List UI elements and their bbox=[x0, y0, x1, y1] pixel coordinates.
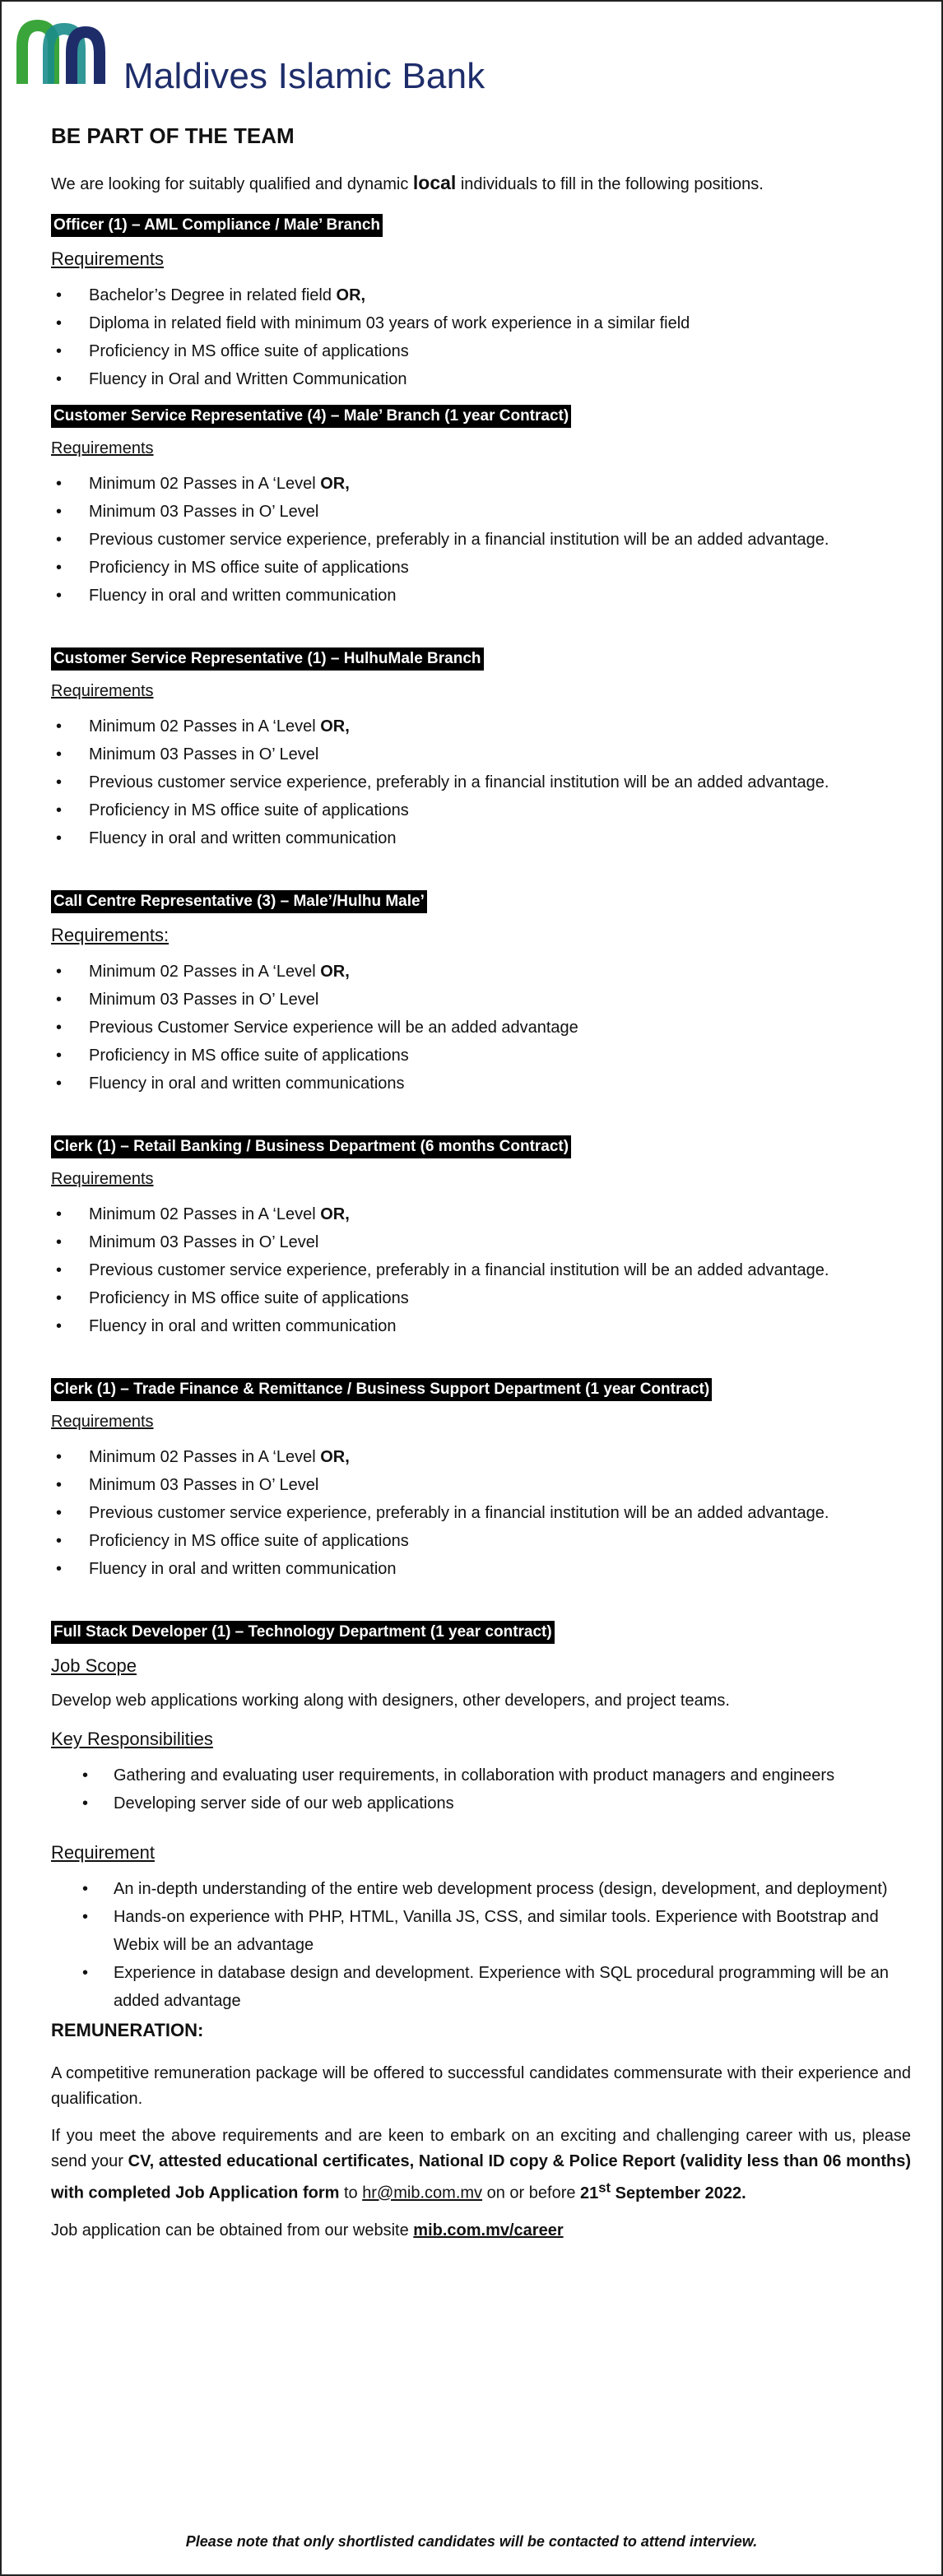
requirements-list bbox=[51, 958, 911, 1098]
requirements-list bbox=[51, 712, 911, 852]
job-title: Officer (1) – AML Compliance / Male’ Branch bbox=[51, 214, 383, 237]
job-title: Customer Service Representative (1) – HulhuMale Branch bbox=[51, 647, 484, 671]
list-item: • Proficiency in MS office suite of applications bbox=[51, 554, 911, 582]
list-item: • Developing server side of our web applications bbox=[51, 1789, 911, 1817]
footer-note: Please note that only shortlisted candidates will be contacted to attend interview. bbox=[185, 2533, 758, 2550]
list-item: • Previous customer service experience, preferably in a financial institution will be an added advantage. bbox=[51, 526, 911, 554]
list-item: • Proficiency in MS office suite of applications bbox=[51, 1527, 911, 1555]
key-responsibilities-heading: Key Responsibilities bbox=[51, 1729, 213, 1749]
requirements-list bbox=[51, 281, 911, 393]
remuneration-heading: REMUNERATION: bbox=[51, 2020, 204, 2040]
list-item: • Minimum 03 Passes in O’ Level bbox=[51, 1228, 911, 1256]
list-item: • Previous customer service experience, preferably in a financial institution will be an added advantage. bbox=[51, 768, 911, 796]
list-item: • Minimum 02 Passes in A ‘Level OR, bbox=[51, 1443, 911, 1471]
application-instructions: If you meet the above requirements and are keen to embark on an exciting and challenging career with us, please send your CV, attested educational certificates, National ID copy & Police Report (validity less than 06 months) with completed Job Application form to hr@mib.com.mv on or before 21st September 2022. bbox=[51, 2127, 911, 2202]
requirements-list bbox=[51, 1443, 911, 1583]
required-documents: CV, attested educational certificates, National ID copy & Police Report (validity less than 06 months) with completed Job Application form bbox=[51, 2152, 911, 2202]
job-title: Customer Service Representative (4) – Male’ Branch (1 year Contract) bbox=[51, 405, 571, 428]
remuneration-text: A competitive remuneration package will be offered to successful candidates commensurate with their experience and qualification. bbox=[51, 2064, 911, 2108]
job-section-csr-male bbox=[51, 405, 911, 610]
list-item: • Gathering and evaluating user requirements, in collaboration with product managers and engineers bbox=[51, 1761, 911, 1789]
job-section-clerk-retail bbox=[51, 1135, 911, 1340]
list-item: • Fluency in Oral and Written Communication bbox=[51, 365, 911, 393]
job-section-call-centre bbox=[51, 890, 911, 1098]
list-item: • Minimum 03 Passes in O’ Level bbox=[51, 1471, 911, 1499]
job-scope-heading: Job Scope bbox=[51, 1655, 137, 1676]
list-item: • Minimum 03 Passes in O’ Level bbox=[51, 498, 911, 526]
list-item: • An in-depth understanding of the entire web development process (design, development, and deployment) bbox=[51, 1875, 911, 1903]
list-item: • Proficiency in MS office suite of applications bbox=[51, 337, 911, 365]
list-item: • Fluency in oral and written communication bbox=[51, 582, 911, 610]
requirement-heading: Requirement bbox=[51, 1842, 155, 1863]
list-item: • Minimum 02 Passes in A ‘Level OR, bbox=[51, 712, 911, 740]
job-title: Clerk (1) – Trade Finance & Remittance / Business Support Department (1 year Contract) bbox=[51, 1378, 712, 1401]
intro-emphasis: local bbox=[412, 172, 457, 193]
requirements-list bbox=[51, 1875, 911, 2015]
job-title: Clerk (1) – Retail Banking / Business Department (6 months Contract) bbox=[51, 1135, 571, 1158]
list-item: • Minimum 02 Passes in A ‘Level OR, bbox=[51, 470, 911, 498]
responsibilities-list bbox=[51, 1761, 911, 1817]
requirements-heading: Requirements bbox=[51, 1413, 154, 1431]
list-item: • Previous customer service experience, preferably in a financial institution will be an added advantage. bbox=[51, 1499, 911, 1527]
website-text: Job application can be obtained from our website mib.com.mv/career bbox=[51, 2221, 564, 2239]
main-content bbox=[51, 123, 911, 2244]
list-item: • Fluency in oral and written communication bbox=[51, 1555, 911, 1583]
bank-logo-mark-icon bbox=[13, 13, 112, 87]
list-item: • Proficiency in MS office suite of applications bbox=[51, 1284, 911, 1312]
list-item: • Fluency in oral and written communications bbox=[51, 1070, 911, 1098]
page-heading: BE PART OF THE TEAM bbox=[51, 123, 295, 148]
intro-text: We are looking for suitably qualified and dynamic local individuals to fill in the following positions. bbox=[51, 172, 764, 193]
deadline-date: 21st September 2022. bbox=[580, 2179, 746, 2202]
requirements-heading: Requirements bbox=[51, 248, 164, 269]
list-item: • Bachelor’s Degree in related field OR, bbox=[51, 281, 911, 309]
hr-email-link[interactable]: hr@mib.com.mv bbox=[362, 2184, 483, 2202]
list-item: • Fluency in oral and written communication bbox=[51, 1312, 911, 1340]
job-section-aml-officer bbox=[51, 214, 911, 393]
list-item: • Minimum 02 Passes in A ‘Level OR, bbox=[51, 958, 911, 986]
list-item: • Minimum 02 Passes in A ‘Level OR, bbox=[51, 1200, 911, 1228]
job-section-csr-hulhumale bbox=[51, 647, 911, 852]
job-scope-text: Develop web applications working along with designers, other developers, and project teams. bbox=[51, 1692, 730, 1710]
list-item: • Fluency in oral and written communication bbox=[51, 824, 911, 852]
job-section-full-stack-developer bbox=[51, 1621, 911, 2015]
list-item: • Hands-on experience with PHP, HTML, Vanilla JS, CSS, and similar tools. Experience with Bootstrap and Webix will be an advantage bbox=[51, 1903, 911, 1959]
list-item: • Previous customer service experience, preferably in a financial institution will be an added advantage. bbox=[51, 1256, 911, 1284]
list-item: • Experience in database design and development. Experience with SQL procedural programming will be an added advantage bbox=[51, 1959, 911, 2015]
requirements-heading: Requirements bbox=[51, 682, 154, 700]
list-item: • Minimum 03 Passes in O’ Level bbox=[51, 986, 911, 1014]
requirements-heading: Requirements bbox=[51, 1170, 154, 1188]
requirements-list bbox=[51, 1200, 911, 1340]
list-item: • Proficiency in MS office suite of applications bbox=[51, 796, 911, 824]
job-section-clerk-trade-finance bbox=[51, 1378, 911, 1583]
career-website-link[interactable]: mib.com.mv/career bbox=[413, 2221, 564, 2239]
job-title: Call Centre Representative (3) – Male’/Hulhu Male’ bbox=[51, 890, 427, 913]
list-item: • Diploma in related field with minimum 03 years of work experience in a similar field bbox=[51, 309, 911, 337]
job-title: Full Stack Developer (1) – Technology Department (1 year contract) bbox=[51, 1621, 555, 1644]
list-item: • Proficiency in MS office suite of applications bbox=[51, 1042, 911, 1070]
requirements-heading: Requirements: bbox=[51, 925, 170, 945]
bank-name: Maldives Islamic Bank bbox=[123, 56, 485, 96]
list-item: • Previous Customer Service experience will be an added advantage bbox=[51, 1014, 911, 1042]
list-item: • Minimum 03 Passes in O’ Level bbox=[51, 740, 911, 768]
requirements-heading: Requirements bbox=[51, 439, 154, 457]
requirements-list bbox=[51, 470, 911, 610]
